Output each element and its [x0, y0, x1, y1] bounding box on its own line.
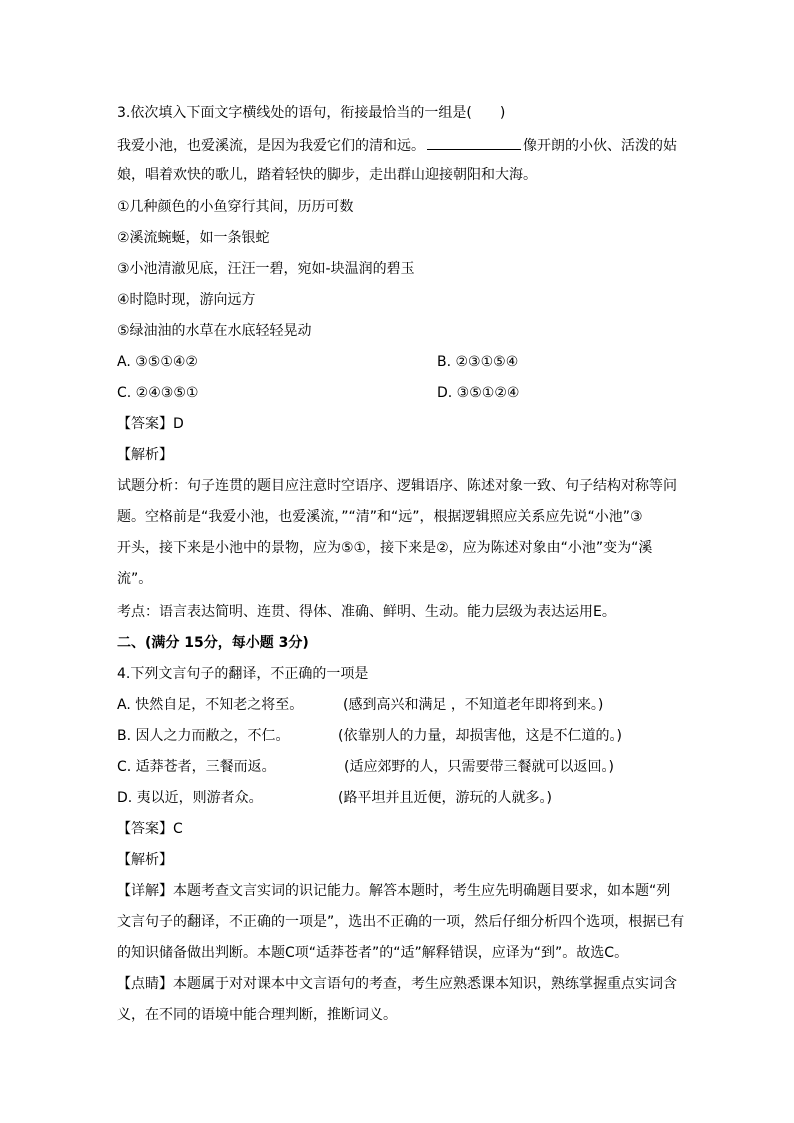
q3-kaodian: 考点：语言表达简明、连贯、得体、准确、鲜明、生动。能力层级为表达运用E。: [117, 604, 616, 620]
q3-option-a: A. ③⑤①④②: [117, 354, 198, 370]
q4-option-d-translation: (路平坦并且近便，游玩的人就多。): [338, 790, 552, 806]
q3-answer: 【答案】D: [117, 416, 184, 432]
q4-answer: 【答案】C: [117, 821, 183, 837]
q3-passage-after: 像开朗的小伙、活泼的姑: [523, 138, 677, 154]
q3-option-b: B. ②③①⑤④: [437, 354, 519, 370]
q3-passage-line1: [117, 135, 677, 155]
q3-option-d: D. ③⑤①②④: [437, 385, 520, 401]
q4-detail-line: 的知识储备做出判断。本题C项“适莽苍者”的“适”解释错误，应译为“到”。故选C。: [117, 945, 629, 961]
q4-detail-line: 文言句子的翻译，不正确的一项是”，选出不正确的一项，然后仔细分析四个选项，根据已有: [117, 914, 685, 930]
q3-passage-line2: 娘，唱着欢快的歌儿，踏着轻快的脚步，走出群山迎接朝阳和大海。: [117, 167, 537, 183]
q4-detail-line: 【详解】本题考查文言实词的识记能力。解答本题时，考生应先明确题目要求，如本题“列: [117, 883, 671, 899]
q4-option-c: C. 适莽苍者，三餐而返。: [117, 759, 276, 775]
fill-blank: [427, 135, 521, 150]
q3-analysis-line: 流”。: [117, 571, 153, 587]
q3-analysis-label: 【解析】: [117, 447, 173, 463]
q4-analysis-label: 【解析】: [117, 852, 173, 868]
q4-option-b-translation: (依靠别人的力量，却损害他，这是不仁道的。): [338, 728, 622, 744]
q4-option-b: B. 因人之力而敝之，不仁。: [117, 728, 290, 744]
q3-option-c: C. ②④③⑤①: [117, 385, 199, 401]
q4-stem: 4.下列文言句子的翻译，不正确的一项是: [117, 666, 369, 682]
q3-analysis-line: 试题分析：句子连贯的题目应注意时空语序、逻辑语序、陈述对象一致、句子结构对称等问: [117, 478, 677, 494]
q3-stem: 3.依次填入下面文字横线处的语句，衔接最恰当的一组是( ): [117, 105, 506, 121]
q3-item: ③小池清澈见底，汪汪一碧，宛如-块温润的碧玉: [117, 261, 415, 277]
q4-option-a: A. 快然自足，不知老之将至。: [117, 697, 304, 713]
q4-option-c-translation: (适应郊野的人，只需要带三餐就可以返回。): [344, 759, 614, 775]
q3-passage-before: 我爱小池，也爱溪流，是因为我爱它们的清和远。: [117, 138, 425, 154]
q3-analysis-line: 题。空格前是“我爱小池，也爱溪流，”“清”和“远”，根据逻辑照应关系应先说“小池”③: [117, 509, 643, 525]
q3-analysis-line: 开头，接下来是小池中的景物，应为⑤①，接下来是②，应为陈述对象由“小池”变为“溪: [117, 540, 653, 556]
q3-item: ②溪流蜿蜒，如一条银蛇: [117, 230, 270, 246]
q3-item: ⑤绿油油的水草在水底轻轻晃动: [117, 323, 312, 339]
section-heading: 二、(满分 15分，每小题 3分): [117, 635, 309, 651]
q3-item: ④时隐时现，游向远方: [117, 292, 256, 308]
q4-option-d: D. 夷以近，则游者众。: [117, 790, 263, 806]
q4-dianjing-line: 【点睛】本题属于对对课本中文言语句的考查，考生应熟悉课本知识，熟练掌握重点实词含: [117, 976, 677, 992]
q4-dianjing-line: 义，在不同的语境中能合理判断，推断词义。: [117, 1007, 397, 1023]
q3-item: ①几种颜色的小鱼穿行其间，历历可数: [117, 199, 354, 215]
q4-option-a-translation: (感到高兴和满足 ，不知道老年即将到来。): [343, 697, 604, 713]
